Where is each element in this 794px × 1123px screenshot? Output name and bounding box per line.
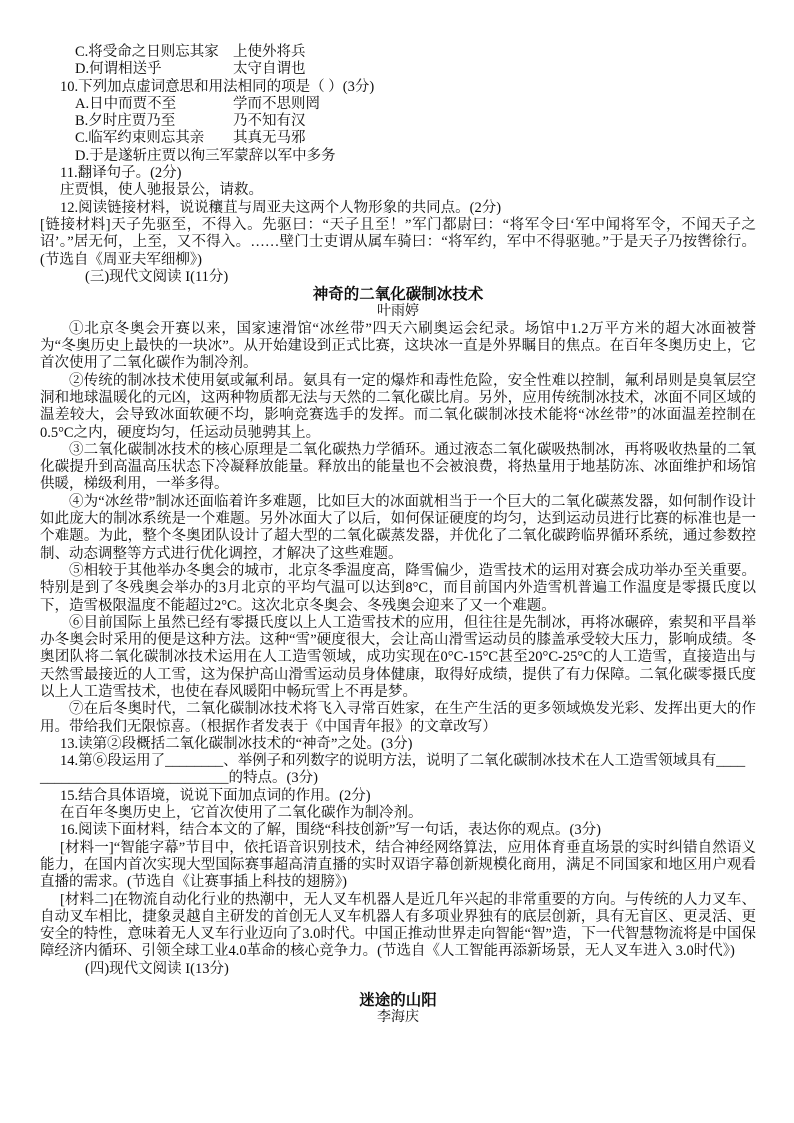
body-paragraph: ⑥目前国际上虽然已经有零摄氏度以上人工造雪技术的应用，但往往是先制冰，再将冰碾碎，索契和平昌举办冬奥会时采用的便是这种方法。这种“雪”硬度很大，会让高山滑雪运动员的膝盖承受较大压力，影响成绩。冬奥团队将二氧化碳制冰技术运用在人工造雪领域，成功实现在0°C-15°C甚至20°C-25°C的人工造雪，直接造出与天然雪最接近的人工雪，这为保护高山滑雪运动员身体健康，取得好成绩，提供了有力保障。二氧化碳零摄氏度以上人工造雪技术，也使在春风暖阳中畅玩雪上不再是梦。 — [40, 614, 756, 700]
option-pair-right: 上使外将兵 — [233, 44, 306, 60]
option-pair-right: 学而不思则罔 — [233, 95, 320, 112]
question: 11.翻译句子。(2分) — [60, 165, 182, 182]
question: 13.读第②段概括二氧化碳制冰技术的“神奇”之处。(3分) — [60, 735, 413, 752]
option-pair-left: D.何谓相送乎 — [75, 61, 162, 78]
material-paragraph: [材料一]“智能字幕”节目中，依托语音识别技术，结合神经网络算法，应用体育垂直场景的实时纠错自然语义能力，在国内首次实现大型国际赛事超高清直播的实时双语字幕创新规模化商用，满足不同国家和地区用户观看直播的需求。(节选自《让赛事插上科技的翅膀》) — [40, 839, 756, 891]
essay-title: 神奇的二氧化碳制冰技术 — [312, 286, 484, 304]
option-pair-right: 蒙辞以军中多务 — [234, 147, 336, 164]
option-pair — [40, 130, 756, 147]
question: 16.阅读下面材料，结合本文的了解，围绕“科技创新”写一句话，表达你的观点。(3分) — [60, 822, 601, 839]
answer-line: 庄贾惧，使人驰报景公，请救。 — [60, 182, 263, 199]
body-paragraph: ①北京冬奥会开赛以来，国家速滑馆“冰丝带”四天六刷奥运会纪录。场馆中1.2万平方米的超大冰面被誉为“冬奥历史上最快的一块冰”。从开始建设到正式比赛，这块冰一直是外界瞩目的焦点。在百年冬奥历史上，它首次使用了二氧化碳作为制冷剂。 — [40, 320, 756, 372]
option-pair-left: C.临军约束则忘其亲 — [75, 130, 205, 147]
option-pair — [40, 113, 756, 130]
body-paragraph: ③二氧化碳制冰技术的核心原理是二氧化碳热力学循环。通过液态二氧化碳吸热制冰，再将吸收热量的二氧化碳提升到高温高压状态下冷凝释放能量。释放出的能量也不会被浪费，将热量用于地基防冻、冰面维护和场馆供暖，梯级利用，一举多得。 — [40, 441, 756, 493]
option-pair-left: D.于是遂斩庄贾以徇三军 — [75, 147, 235, 164]
option-pair — [40, 61, 756, 78]
option-pair-right: 太守自谓也 — [233, 61, 306, 78]
body-paragraph: ⑤相较于其他举办冬奥会的城市，北京冬季温度高，降雪偏少，造雪技术的运用对赛会成功举办至关重要。特别是到了冬残奥会举办的3月北京的平均气温可以达到8°C，而目前国内外造雪机普遍工作温度是零摄氏度以下，造雪极限温度不能超过2°C。这次北京冬奥会、冬残奥会迎来了又一个难题。 — [40, 562, 756, 614]
section-heading: (三)现代文阅读 I(11分) — [85, 268, 229, 285]
question: 15.结合具体语境，说说下面加点词的作用。(2分) — [60, 787, 371, 804]
body-paragraph: ④为“冰丝带”制冰还面临着许多难题，比如巨大的冰面就相当于一个巨大的二氧化碳蒸发器，如何制作设计如此庞大的制冰系统是一个难题。另外冰面大了以后，如何保证硬度的均匀，达到运动员进行比赛的标准也是一个难题。为此，整个冬奥团队设计了超大型的二氧化碳蒸发器，并优化了二氧化碳跨临界循环系统，通过参数控制、动态调整等方式进行优化调控，才解决了这些难题。 — [40, 493, 756, 562]
material-paragraph: [材料二]在物流自动化行业的热潮中，无人叉车机器人是近几年兴起的非常重要的方向。与传统的人力叉车、自动叉车相比，捷象灵越自主研发的首创无人叉车机器人有多项业界独有的底层创新，具有无盲区、更灵活、更安全的特性，意味着无人叉车行业迈向了3.0时代。中国正推动世界走向智能“智”造，下一代智慧物流将是中国保障经济内循环、引领全球工业4.0革命的核心竞争力。(节选自《人工智能再添新场景，无人叉车进入 3.0时代》) — [40, 891, 756, 960]
essay-title-gap: 迷途的山阳 — [359, 992, 437, 1010]
option-pair-left: C.将受命之日则忘其家 — [75, 44, 219, 60]
option-pair — [40, 96, 756, 113]
question: 14.第⑥段运用了________、举例子和列数字的说明方法，说明了二氧化碳制冰技术在人工造雪领域具有____ — [60, 753, 746, 770]
quote-paragraph: [链接材料]天子先驱至，不得入。先驱曰：“天子且至！”军门都尉曰：“将军令曰‘军中闻将军令，不闻天子之诏’。”居无何，上至，又不得入。……壁门士吏谓从属车骑曰：“将军约，军中不得驱驰。”于是天子乃按辔徐行。(节选自《周亚夫军细柳》) — [40, 216, 756, 268]
doc-content — [40, 44, 756, 1027]
body-paragraph: ②传统的制冰技术使用氨或氟利昂。氨具有一定的爆炸和毒性危险，安全性难以控制，氟利昂则是臭氧层空洞和地球温暖化的元凶，这两种物质都无法与天然的二氧化碳比肩。另外，应用传统制冰技术，冰面不同区域的温差较大，会导致冰面软硬不均，影响竞赛选手的发挥。而二氧化碳制冰技术能将“冰丝带”的冰面温差控制在0.5°C之内，硬度均匀，任运动员驰骋其上。 — [40, 372, 756, 441]
essay-author: 李海庆 — [377, 1010, 419, 1026]
option-pair-right: 其真无马邪 — [233, 130, 306, 147]
answer-line: 在百年冬奥历史上，它首次使用了二氧化碳作为制冷剂。 — [60, 805, 423, 822]
question: 12.阅读链接材料，说说穰苴与周亚夫这两个人物形象的共同点。(2分) — [60, 199, 502, 216]
option-pair — [40, 44, 756, 61]
option-pair-right: 乃不知有汉 — [233, 113, 306, 130]
option-pair-left: B.夕时庄贾乃至 — [75, 113, 176, 130]
body-paragraph: ⑦在后冬奥时代，二氧化碳制冰技术将飞入寻常百姓家，在生产生活的更多领域焕发光彩、发挥出更大的作用。带给我们无限惊喜。（根据作者发表于《中国青年报》的文章改写） — [40, 701, 756, 735]
option-pair — [40, 148, 756, 165]
question: 10.下列加点虚词意思和用法相同的项是（ ）(3分) — [60, 78, 375, 95]
section-heading: (四)现代文阅读 I(13分) — [85, 960, 229, 977]
continuation-line: __________________________的特点。(3分) — [40, 770, 318, 787]
essay-author: 叶雨婷 — [377, 304, 419, 320]
option-pair-left: A.日中而贾不至 — [75, 95, 177, 112]
